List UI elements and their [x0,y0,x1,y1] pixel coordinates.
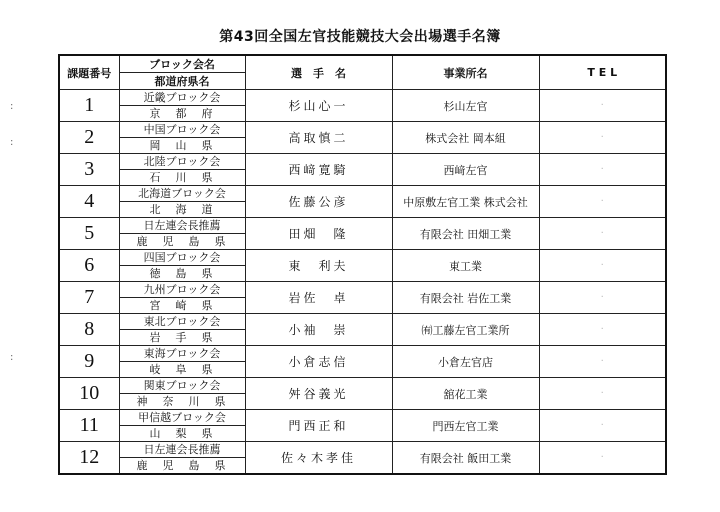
header-player: 選 手 名 [245,55,392,90]
margin-marks: : [10,101,14,112]
tel-cell: · [539,410,666,442]
player-name: 佐藤公彦 [245,186,392,218]
player-name: 小倉志信 [245,346,392,378]
player-name: 東 利夫 [245,250,392,282]
player-name: 門西正和 [245,410,392,442]
task-number: 7 [59,282,119,314]
table-row [59,154,666,170]
task-number: 11 [59,410,119,442]
block-name: 四国ブロック会 [119,250,245,266]
table-row [59,186,666,202]
table-row [59,378,666,394]
task-number: 1 [59,90,119,122]
prefecture-name: 神 奈 川 県 [119,394,245,410]
task-number: 2 [59,122,119,154]
tel-cell: · [539,218,666,250]
business-name: 中原敷左官工業 株式会社 [392,186,539,218]
block-name: 近畿ブロック会 [119,90,245,106]
business-name: 舘花工業 [392,378,539,410]
task-number: 9 [59,346,119,378]
tel-cell: · [539,250,666,282]
prefecture-name: 山 梨 県 [119,426,245,442]
player-name: 佐々木孝佳 [245,442,392,475]
margin-marks: : [10,137,14,148]
table-row [59,282,666,298]
tel-cell: · [539,282,666,314]
page-title: 第43回全国左官技能競技大会出場選手名簿 [219,29,501,45]
margin-marks: : [10,352,14,363]
player-name: 岩佐 卓 [245,282,392,314]
business-name: 有限会社 田畑工業 [392,218,539,250]
table-row [59,442,666,458]
tel-cell: · [539,90,666,122]
player-name: 小袖 崇 [245,314,392,346]
roster-table [58,54,667,475]
player-name: 高取慎二 [245,122,392,154]
business-name: 有限会社 飯田工業 [392,442,539,475]
tel-cell: · [539,154,666,186]
table-row [59,250,666,266]
block-name: 日左連会長推薦 [119,442,245,458]
player-name: 杉山心一 [245,90,392,122]
header-prefecture: 都道府県名 [119,73,245,90]
prefecture-name: 岡 山 県 [119,138,245,154]
prefecture-name: 京 都 府 [119,106,245,122]
block-name: 甲信越ブロック会 [119,410,245,426]
table-row [59,346,666,362]
business-name: 東工業 [392,250,539,282]
prefecture-name: 宮 崎 県 [119,298,245,314]
prefecture-name: 北 海 道 [119,202,245,218]
tel-cell: · [539,346,666,378]
prefecture-name: 岐 阜 県 [119,362,245,378]
block-name: 北陸ブロック会 [119,154,245,170]
prefecture-name: 岩 手 県 [119,330,245,346]
player-name: 田畑 隆 [245,218,392,250]
business-name: 有限会社 岩佐工業 [392,282,539,314]
table-row [59,314,666,330]
business-name: 西﨑左官 [392,154,539,186]
table-row [59,122,666,138]
tel-cell: · [539,314,666,346]
business-name: 杉山左官 [392,90,539,122]
task-number: 6 [59,250,119,282]
block-name: 関東ブロック会 [119,378,245,394]
task-number: 8 [59,314,119,346]
business-name: 小倉左官店 [392,346,539,378]
task-number: 10 [59,378,119,410]
header-block: ブロック会名 [119,55,245,73]
task-number: 5 [59,218,119,250]
tel-cell: · [539,442,666,475]
task-number: 12 [59,442,119,475]
tel-cell: · [539,378,666,410]
player-name: 舛谷義光 [245,378,392,410]
table-row [59,218,666,234]
header-number: 課題番号 [59,55,119,90]
block-name: 東北ブロック会 [119,314,245,330]
table-row [59,410,666,426]
business-name: 門西左官工業 [392,410,539,442]
header-tel: T E L [539,55,666,90]
block-name: 日左連会長推薦 [119,218,245,234]
block-name: 北海道ブロック会 [119,186,245,202]
business-name: 株式会社 岡本組 [392,122,539,154]
header-business: 事業所名 [392,55,539,90]
tel-cell: · [539,186,666,218]
block-name: 中国ブロック会 [119,122,245,138]
task-number: 3 [59,154,119,186]
block-name: 九州ブロック会 [119,282,245,298]
tel-cell: · [539,122,666,154]
player-name: 西﨑寛騎 [245,154,392,186]
table-row [59,90,666,106]
prefecture-name: 鹿 児 島 県 [119,234,245,250]
prefecture-name: 鹿 児 島 県 [119,458,245,475]
prefecture-name: 徳 島 県 [119,266,245,282]
task-number: 4 [59,186,119,218]
prefecture-name: 石 川 県 [119,170,245,186]
business-name: ㈲工藤左官工業所 [392,314,539,346]
block-name: 東海ブロック会 [119,346,245,362]
